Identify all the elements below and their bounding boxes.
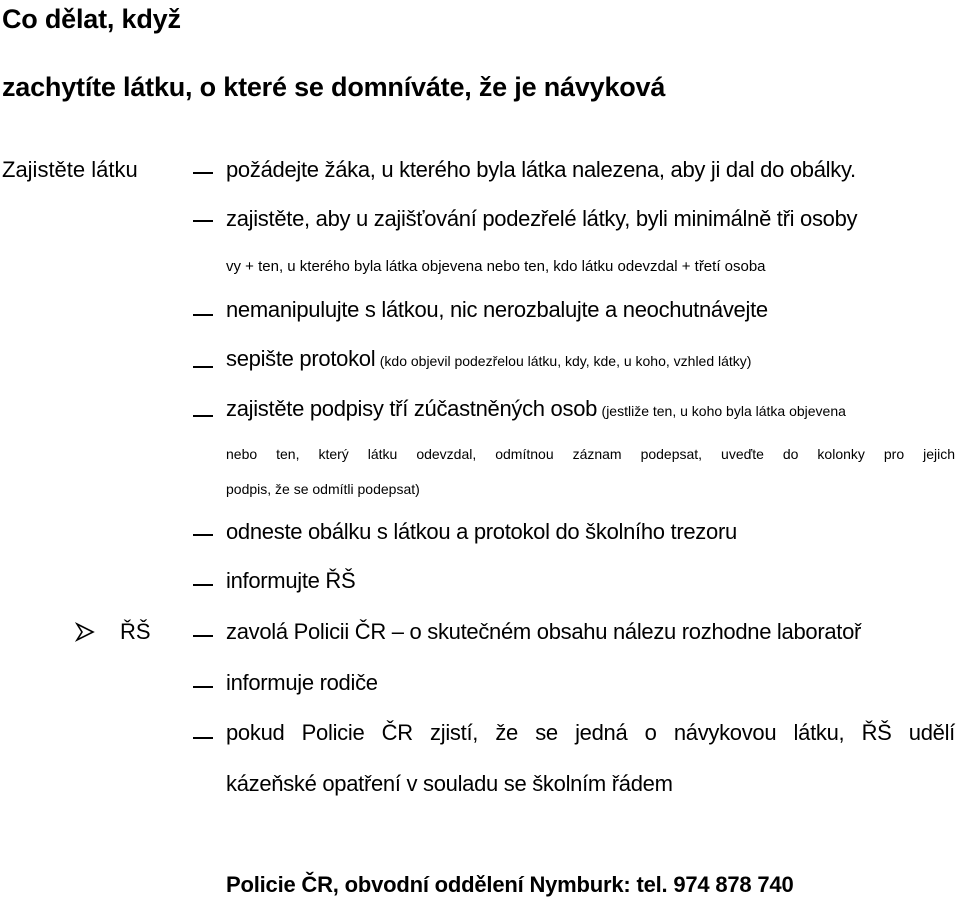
list-item-detail: (jestliže ten, u koho byla látka objevena [601,403,846,419]
list-item-main: sepište protokol [226,346,376,371]
list-item [226,396,846,422]
list-item: informujte ŘŠ [226,568,356,593]
dash-marker [193,220,213,222]
section-label-director: ŘŠ [120,619,151,644]
page-title: Co dělat, když [2,4,181,34]
dash-marker [193,686,213,688]
list-item [226,346,751,372]
list-item: informuje rodiče [226,670,378,695]
dash-marker [193,314,213,316]
list-item: pokud Policie ČR zjistí, že se jedná o návykovou látku, ŘŠ udělí [226,720,955,745]
list-note: vy + ten, u kterého byla látka objevena nebo ten, kdo látku odevzdal + třetí osoba [226,258,766,275]
list-item-main: zajistěte podpisy tří zúčastněných osob [226,396,598,421]
dash-marker [193,584,213,586]
list-item-continuation: kázeňské opatření v souladu se školním řádem [226,771,673,796]
page-subtitle: zachytíte látku, o které se domníváte, že je návyková [2,72,666,102]
dash-marker [193,737,213,739]
dash-marker [193,534,213,536]
list-item: odneste obálku s látkou a protokol do školního trezoru [226,519,737,544]
section-label-secure: Zajistěte látku [2,157,138,182]
list-item: zajistěte, aby u zajišťování podezřelé látky, byli minimálně tři osoby [226,206,858,231]
dash-marker [193,635,213,637]
list-item-continuation: nebo ten, který látku odevzdal, odmítnou záznam podepsat, uveďte do kolonky pro jejich [226,446,955,462]
dash-marker [193,366,213,368]
list-item: požádejte žáka, u kterého byla látka nalezena, aby ji dal do obálky. [226,157,856,182]
footer-contact: Policie ČR, obvodní oddělení Nymburk: tel. 974 878 740 [226,872,794,897]
dash-marker [193,172,213,174]
list-item-continuation: podpis, že se odmítli podepsat) [226,481,420,497]
list-item: zavolá Policii ČR – o skutečném obsahu nálezu rozhodne laboratoř [226,619,862,644]
list-item-detail: (kdo objevil podezřelou látku, kdy, kde, u koho, vzhled látky) [379,353,752,369]
dash-marker [193,415,213,417]
list-item: nemanipulujte s látkou, nic nerozbalujte a neochutnávejte [226,297,768,322]
arrowhead-bullet-icon [75,622,95,642]
